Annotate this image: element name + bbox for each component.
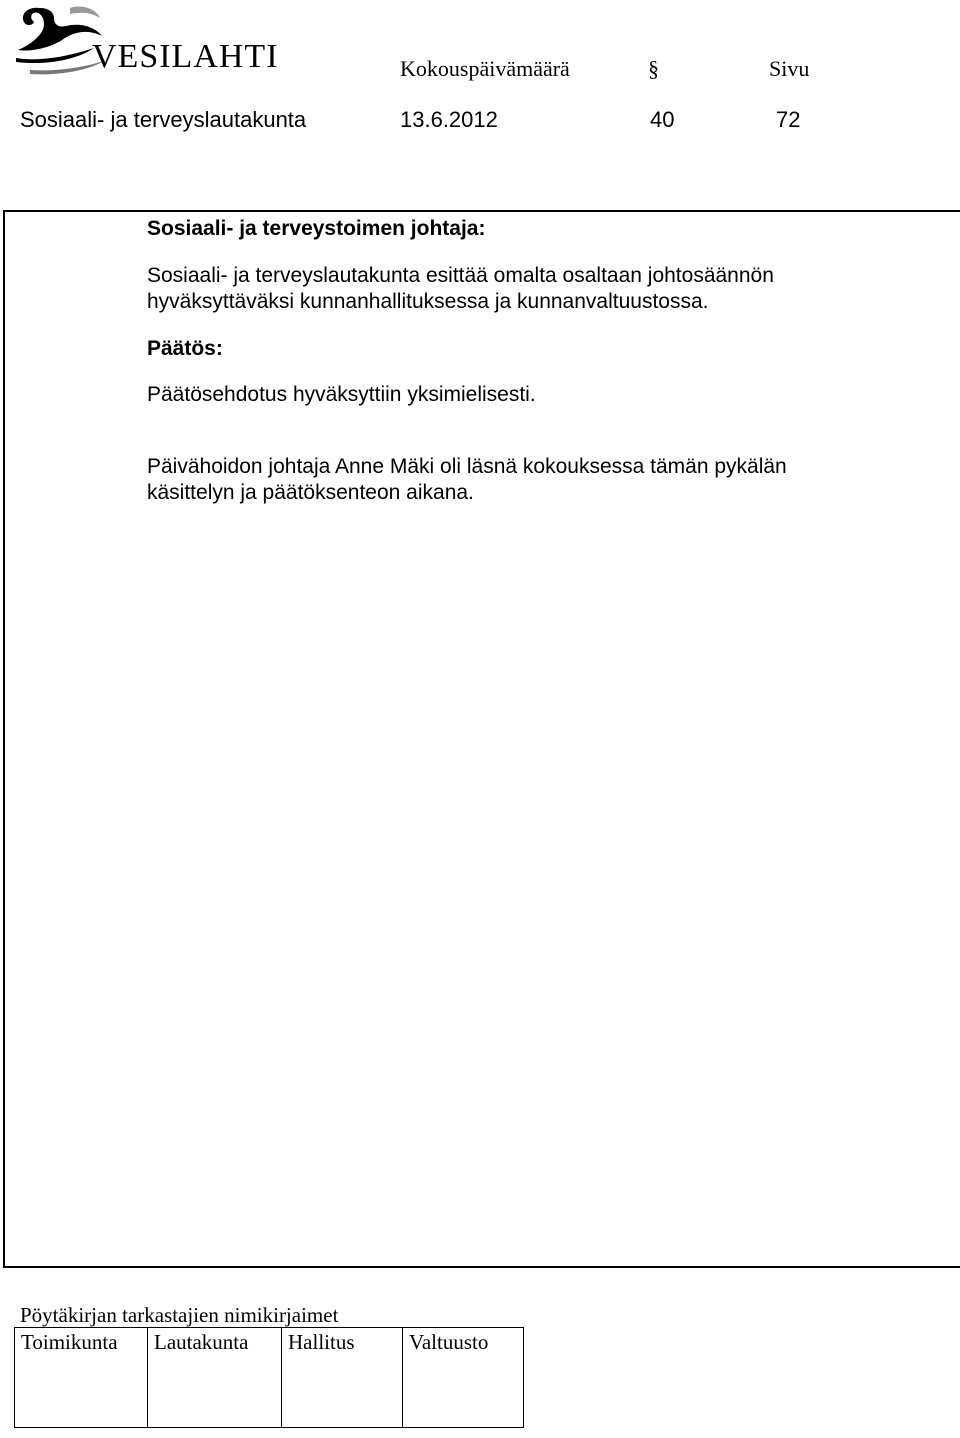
- signature-cell-hallitus: Hallitus: [282, 1328, 403, 1428]
- date-label: Kokouspäivämäärä: [400, 56, 570, 81]
- content-frame: [3, 210, 960, 1268]
- proposal-line: hyväksyttäväksi kunnanhallituksessa ja kunnanvaltuustossa.: [147, 290, 709, 313]
- logo-text: VESILAHTI: [92, 38, 279, 75]
- page-label: Sivu: [769, 56, 810, 81]
- section-number: 40: [650, 107, 675, 132]
- decision-text: Päätösehdotus hyväksyttiin yksimielisesti.: [147, 383, 536, 406]
- note-line: käsittelyn ja päätöksenteon aikana.: [147, 481, 474, 504]
- signature-cell-lautakunta: Lautakunta: [148, 1328, 282, 1428]
- signatures-title: Pöytäkirjan tarkastajien nimikirjaimet: [20, 1303, 339, 1327]
- vesilahti-logo: [10, 0, 280, 80]
- decision-heading: Päätös:: [147, 337, 223, 360]
- proposal-line: Sosiaali- ja terveyslautakunta esittää omalta osaltaan johtosäännön: [147, 264, 774, 287]
- signature-cell-toimikunta: Toimikunta: [15, 1328, 148, 1428]
- section-symbol: §: [648, 56, 659, 81]
- meeting-date: 13.6.2012: [400, 107, 498, 132]
- signature-cell-valtuusto: Valtuusto: [403, 1328, 524, 1428]
- signatures-table: [14, 1327, 524, 1428]
- page-number: 72: [776, 107, 801, 132]
- proposer-heading: Sosiaali- ja terveystoimen johtaja:: [147, 217, 486, 240]
- organ-name: Sosiaali- ja terveyslautakunta: [20, 107, 307, 132]
- note-line: Päivähoidon johtaja Anne Mäki oli läsnä kokouksessa tämän pykälän: [147, 455, 787, 478]
